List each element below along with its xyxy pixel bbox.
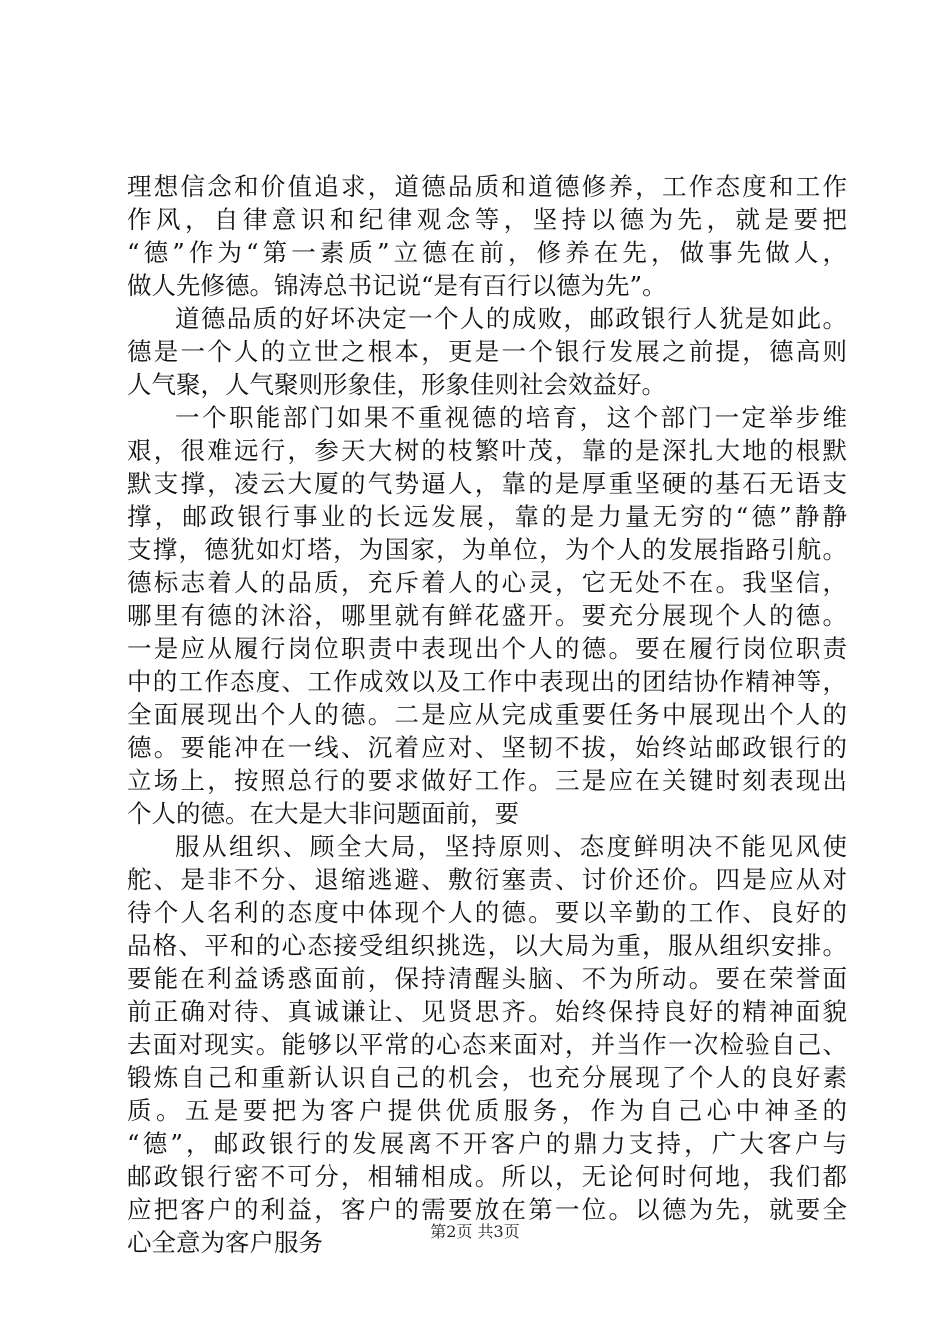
text-line: 心全意为客户服务 [127, 1228, 323, 1257]
text-line: 去面对现实。能够以平常的心态来面对，并当作一次检验自己、 [127, 1030, 847, 1059]
text-line: 理想信念和价值追求，道德品质和道德修养，工作态度和工作 [127, 172, 847, 201]
text-line: 品格、平和的心态接受组织挑选，以大局为重，服从组织安排。 [127, 931, 847, 960]
text-line: 立场上，按照总行的要求做好工作。三是应在关键时刻表现出 [127, 766, 847, 795]
text-line: 邮政银行密不可分，相辅相成。所以，无论何时何地，我们都 [127, 1162, 847, 1191]
text-line: 德。要能冲在一线、沉着应对、坚韧不拔，始终站邮政银行的 [127, 733, 847, 762]
text-line: 一是应从履行岗位职责中表现出个人的德。要在履行岗位职责 [127, 634, 847, 663]
paragraph-4 [127, 830, 847, 1259]
paragraph-2 [127, 302, 847, 401]
text-line: 做人先修德。锦涛总书记说“是有百行以德为先”。 [127, 271, 667, 300]
text-line: 舵、是非不分、退缩逃避、敷衍塞责、讨价还价。四是应从对 [127, 865, 847, 894]
text-line: 待个人名利的态度中体现个人的德。要以辛勤的工作、良好的 [127, 898, 847, 927]
text-line: 全面展现出个人的德。二是应从完成重要任务中展现出个人的 [127, 700, 847, 729]
text-line: 中的工作态度、工作成效以及工作中表现出的团结协作精神等， [127, 667, 847, 696]
text-line: 艰，很难远行，参天大树的枝繁叶茂，靠的是深扎大地的根默 [127, 436, 847, 465]
document-body [127, 170, 847, 1259]
text-line: 质。五是要把为客户提供优质服务，作为自己心中神圣的 [127, 1096, 847, 1125]
text-line: 服从组织、顾全大局，坚持原则、态度鲜明决不能见风使 [175, 832, 847, 861]
text-line: 应把客户的利益，客户的需要放在第一位。以德为先，就要全 [127, 1195, 847, 1224]
text-line: 人气聚，人气聚则形象佳，形象佳则社会效益好。 [127, 370, 666, 399]
text-line: 前正确对待、真诚谦让、见贤思齐。始终保持良好的精神面貌 [127, 997, 847, 1026]
text-line: 个人的德。在大是大非问题面前，要 [127, 799, 519, 828]
paragraph-1 [127, 170, 847, 302]
text-line: 一个职能部门如果不重视德的培育，这个部门一定举步维 [175, 403, 847, 432]
text-line: “德”，邮政银行的发展离不开客户的鼎力支持，广大客户与 [127, 1129, 847, 1158]
text-line: 德标志着人的品质，充斥着人的心灵，它无处不在。我坚信， [127, 568, 847, 597]
text-line: 支撑，德犹如灯塔，为国家，为单位，为个人的发展指路引航。 [127, 535, 847, 564]
text-line: 撑，邮政银行事业的长远发展，靠的是力量无穷的“德”静静 [127, 502, 847, 531]
text-line: 德是一个人的立世之根本，更是一个银行发展之前提，德高则 [127, 337, 847, 366]
text-line: 哪里有德的沐浴，哪里就有鲜花盛开。要充分展现个人的德。 [127, 601, 847, 630]
paragraph-3 [127, 401, 847, 830]
text-line: 默支撑，凌云大厦的气势逼人，靠的是厚重坚硬的基石无语支 [127, 469, 847, 498]
page-number-footer: 第2页 共3页 [430, 1222, 520, 1241]
text-line: 道德品质的好坏决定一个人的成败，邮政银行人犹是如此。 [175, 304, 847, 333]
text-line: 锻炼自己和重新认识自己的机会，也充分展现了个人的良好素 [127, 1063, 847, 1092]
text-line: 作风，自律意识和纪律观念等，坚持以德为先，就是要把 [127, 205, 847, 234]
text-line: “德”作为“第一素质”立德在前，修养在先，做事先做人， [127, 238, 847, 267]
text-line: 要能在利益诱惑面前，保持清醒头脑、不为所动。要在荣誉面 [127, 964, 847, 993]
